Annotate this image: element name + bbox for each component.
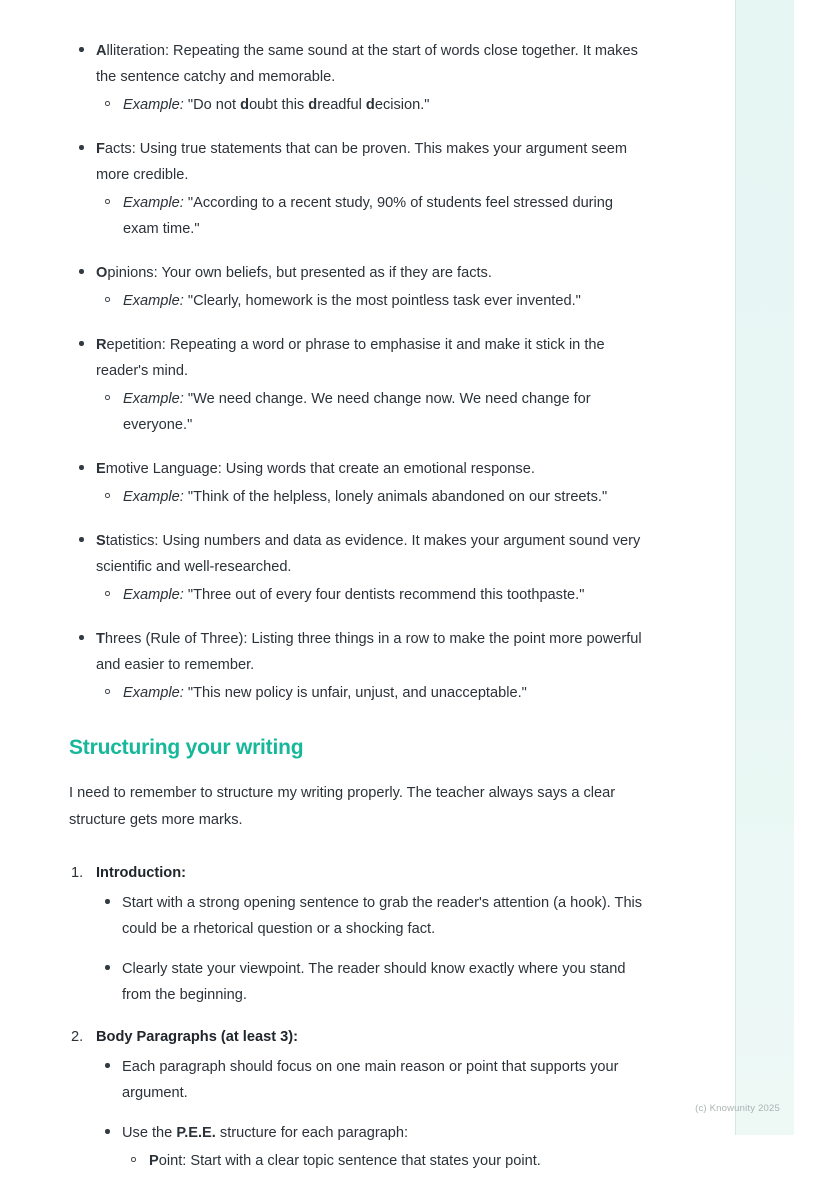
device-definition: Threes (Rule of Three): Listing three things in a row to make the point more powerful and easier to remember. [96, 631, 642, 673]
step-title: Introduction: [96, 865, 186, 881]
example-list [96, 386, 649, 438]
device-example: Example: "Think of the helpless, lonely animals abandoned on our streets." [123, 489, 608, 505]
list-item [96, 890, 649, 942]
list-item [96, 956, 649, 1008]
device-definition: Alliteration: Repeating the same sound at the start of words close together. It makes the sentence catchy and memorable. [96, 43, 638, 85]
list-item [96, 386, 649, 438]
document-content [69, 38, 649, 1190]
list-item [96, 1054, 649, 1106]
example-list [96, 190, 649, 242]
device-definition: Statistics: Using numbers and data as evidence. It makes your argument sound very scientific and well-researched. [96, 533, 641, 575]
example-list [96, 92, 649, 118]
list-item [96, 680, 649, 706]
device-example: Example: "Do not doubt this dreadful decision." [123, 97, 430, 113]
list-item [96, 288, 649, 314]
device-example: Example: "According to a recent study, 90% of students feel stressed during exam time." [123, 195, 614, 237]
device-example: Example: "We need change. We need change now. We need change for everyone." [123, 391, 591, 433]
pee-item-text: Point: Start with a clear topic sentence that states your point. [149, 1153, 541, 1169]
copyright-watermark: (c) Knowunity 2025 [695, 1103, 780, 1114]
device-definition: Opinions: Your own beliefs, but presented as if they are facts. [96, 265, 492, 281]
structure-steps-list [69, 860, 649, 1174]
section-intro-paragraph: I need to remember to structure my writing properly. The teacher always says a clear structure gets more marks. [69, 785, 616, 828]
list-item [69, 456, 649, 510]
step-bullet-text: Each paragraph should focus on one main reason or point that supports your argument. [122, 1059, 619, 1101]
list-item [69, 38, 649, 118]
list-item [69, 528, 649, 608]
step-bullet-text: Start with a strong opening sentence to grab the reader's attention (a hook). This could be a rhetorical question or a shocking fact. [122, 895, 643, 937]
device-example: Example: "This new policy is unfair, unjust, and unacceptable." [123, 685, 527, 701]
step-bullets [96, 1054, 649, 1174]
list-item [69, 1024, 649, 1174]
example-list [96, 288, 649, 314]
example-list [96, 582, 649, 608]
section-heading: Structuring your writing [69, 736, 304, 759]
list-item [96, 484, 649, 510]
device-example: Example: "Clearly, homework is the most pointless task ever invented." [123, 293, 581, 309]
list-item [69, 260, 649, 314]
pee-intro-text: Use the P.E.E. structure for each paragraph: [122, 1125, 409, 1141]
pee-items-list [122, 1148, 649, 1174]
list-item [122, 1148, 649, 1174]
list-item [69, 332, 649, 438]
device-definition: Repetition: Repeating a word or phrase to emphasise it and make it stick in the reader's mind. [96, 337, 605, 379]
list-item [69, 136, 649, 242]
step-bullet-text: Clearly state your viewpoint. The reader should know exactly where you stand from the beginning. [122, 961, 626, 1003]
list-item [96, 1120, 649, 1174]
step-title: Body Paragraphs (at least 3): [96, 1029, 298, 1045]
step-bullets [96, 890, 649, 1008]
side-band-divider [735, 0, 736, 1135]
list-item [96, 92, 649, 118]
persuasive-devices-list [69, 38, 649, 706]
device-definition: Facts: Using true statements that can be proven. This makes your argument seem more credible. [96, 141, 628, 183]
device-definition: Emotive Language: Using words that create an emotional response. [96, 461, 535, 477]
list-item [96, 582, 649, 608]
decorative-side-band [736, 0, 794, 1135]
device-example: Example: "Three out of every four dentists recommend this toothpaste." [123, 587, 585, 603]
list-item [69, 860, 649, 1008]
list-item [69, 626, 649, 706]
list-item [96, 190, 649, 242]
example-list [96, 680, 649, 706]
example-list [96, 484, 649, 510]
